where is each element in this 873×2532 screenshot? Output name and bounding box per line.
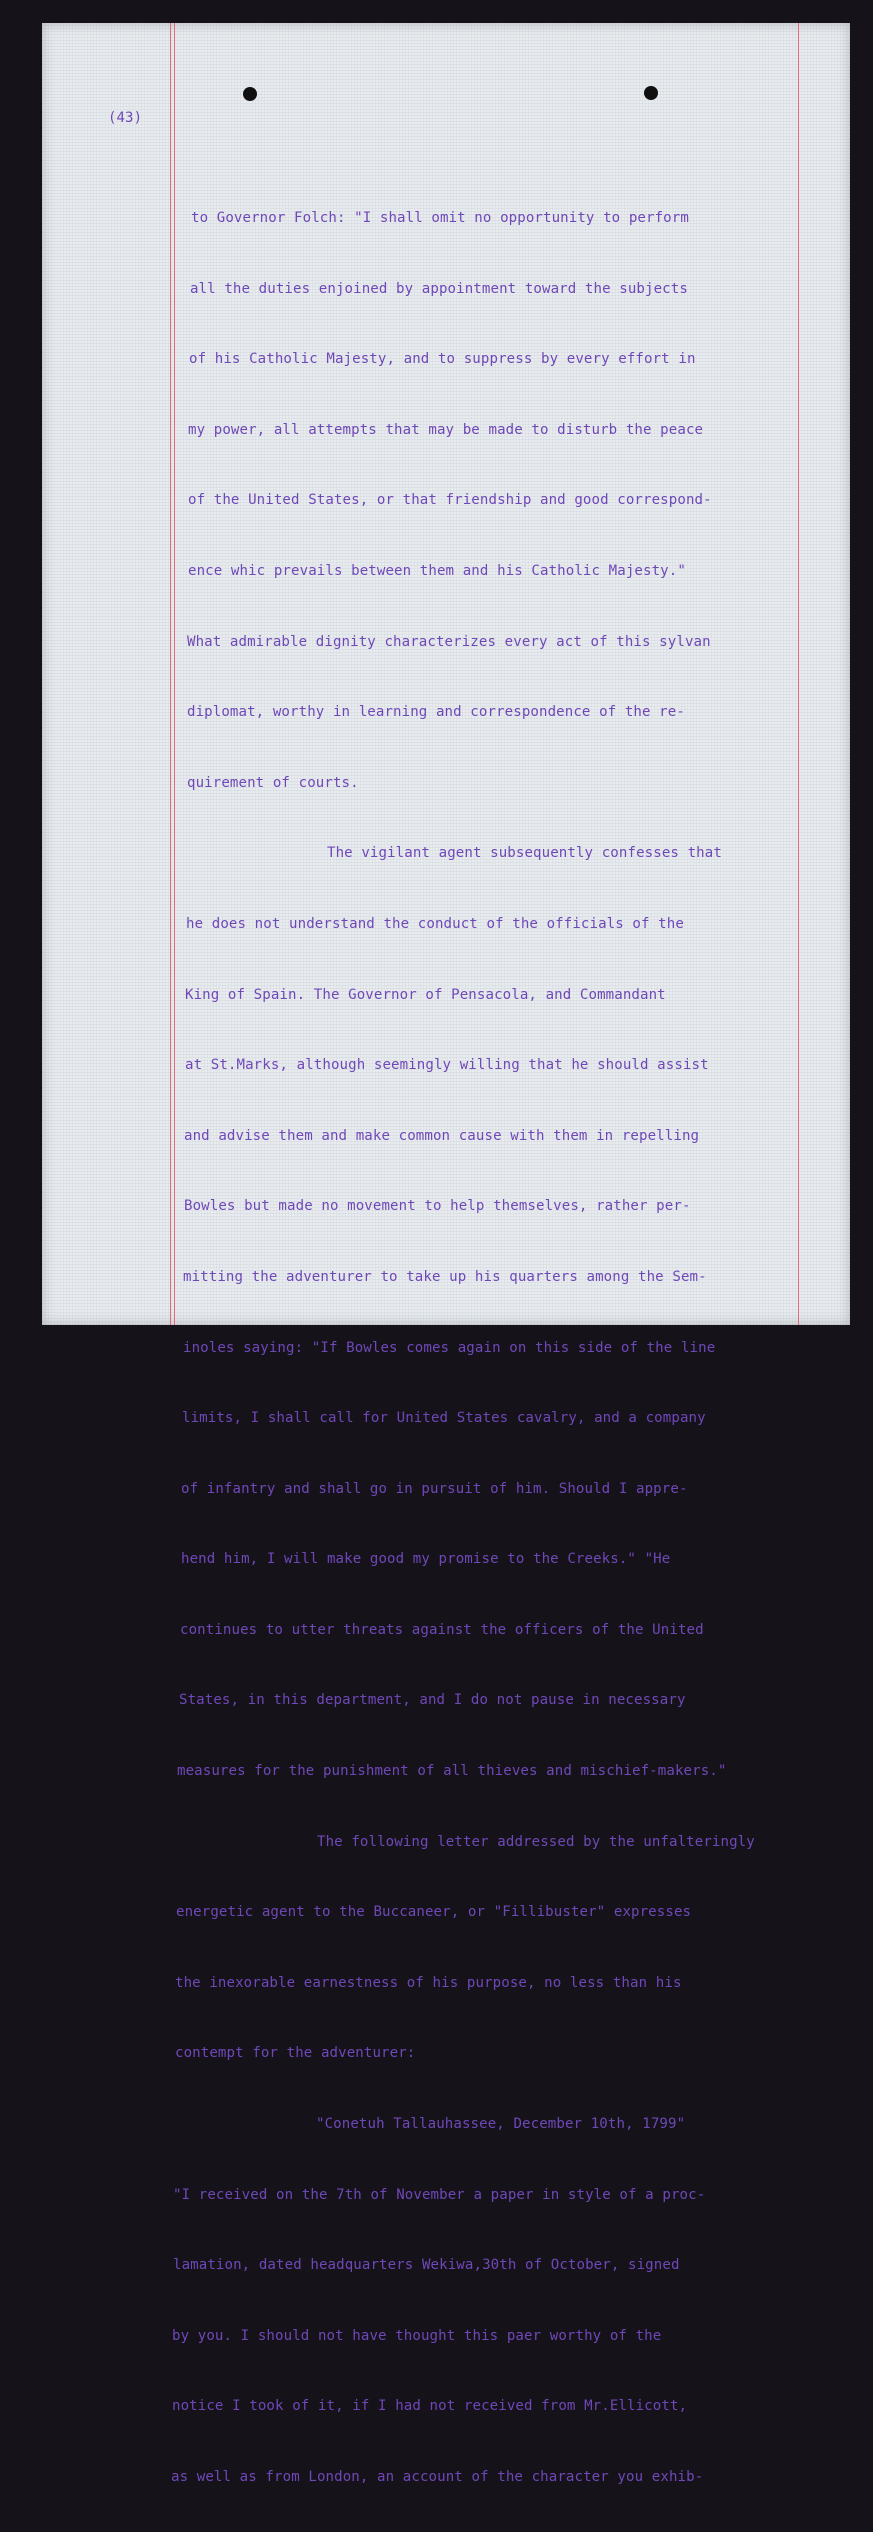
text-line: What admirable dignity characterizes every act of this sylvan bbox=[187, 633, 711, 650]
punch-hole-left bbox=[243, 87, 257, 101]
text-line: my power, all attempts that may be made to disturb the peace bbox=[188, 421, 704, 438]
text-line: and advise them and make common cause with them in repelling bbox=[184, 1127, 700, 1144]
text-line: of his Catholic Majesty, and to suppress by every effort in bbox=[189, 351, 696, 368]
text-line: all the duties enjoined by appointment toward the subjects bbox=[190, 280, 688, 297]
text-line: "Conetuh Tallauhassee, December 10th, 1799" bbox=[316, 2116, 686, 2133]
text-line: The vigilant agent subsequently confesses that bbox=[327, 845, 722, 862]
text-line: inoles saying: "If Bowles comes again on this side of the line bbox=[183, 1339, 716, 1356]
text-line: notice I took of it, if I had not received from Mr.Ellicott, bbox=[172, 2398, 688, 2415]
text-line: the inexorable earnestness of his purpose, no less than his bbox=[175, 1974, 682, 1991]
body-text bbox=[0, 164, 873, 2532]
text-line: energetic agent to the Buccaneer, or "Fillibuster" expresses bbox=[176, 1904, 692, 1921]
text-line: hend him, I will make good my promise to the Creeks." "He bbox=[181, 1551, 671, 1568]
text-line: "I received on the 7th of November a paper in style of a proc- bbox=[173, 2186, 706, 2203]
text-line: of infantry and shall go in pursuit of him. Should I appre- bbox=[181, 1480, 688, 1497]
text-line: diplomat, worthy in learning and correspondence of the re- bbox=[187, 704, 685, 721]
punch-hole-right bbox=[644, 86, 658, 100]
page-number: (43) bbox=[108, 110, 143, 126]
text-line: The following letter addressed by the unfalteringly bbox=[317, 1833, 755, 1850]
text-line: ence whic prevails between them and his Catholic Majesty." bbox=[188, 562, 686, 579]
text-line: quirement of courts. bbox=[187, 774, 359, 791]
text-line: of the United States, or that friendship and good correspond- bbox=[188, 492, 712, 509]
text-line: he does not understand the conduct of the officials of the bbox=[186, 915, 684, 932]
text-line: limits, I shall call for United States cavalry, and a company bbox=[182, 1410, 706, 1427]
text-line: measures for the punishment of all thieves and mischief-makers." bbox=[177, 1763, 727, 1780]
text-line: States, in this department, and I do not pause in necessary bbox=[179, 1692, 686, 1709]
text-line: contempt for the adventurer: bbox=[175, 2045, 416, 2062]
text-line: lamation, dated headquarters Wekiwa,30th of October, signed bbox=[173, 2257, 680, 2274]
text-line: King of Spain. The Governor of Pensacola, and Commandant bbox=[185, 986, 666, 1003]
text-line: to Governor Folch: "I shall omit no opportunity to perform bbox=[191, 210, 689, 226]
text-line: at St.Marks, although seemingly willing that he should assist bbox=[185, 1057, 709, 1074]
text-line: continues to utter threats against the officers of the United bbox=[180, 1621, 704, 1638]
text-line: as well as from London, an account of the character you exhib- bbox=[171, 2469, 704, 2485]
text-line: mitting the adventurer to take up his quarters among the Sem- bbox=[183, 1268, 707, 1285]
text-line: Bowles but made no movement to help themselves, rather per- bbox=[184, 1198, 691, 1215]
text-line: by you. I should not have thought this paer worthy of the bbox=[172, 2327, 662, 2344]
